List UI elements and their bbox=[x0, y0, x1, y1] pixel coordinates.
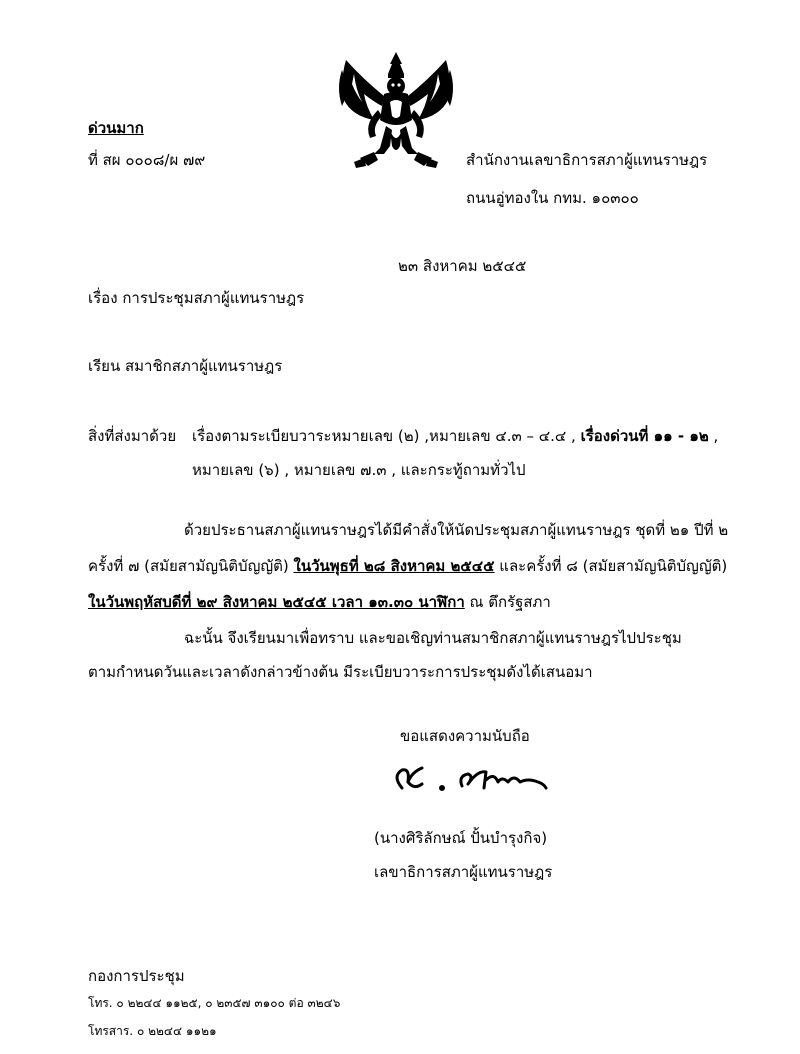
enclosure-label: สิ่งที่ส่งมาด้วย bbox=[88, 427, 177, 445]
body-p1-line-3 bbox=[88, 590, 551, 614]
body-p1-line-1: ด้วยประธานสภาผู้แทนราษฎรได้มีคำสั่งให้นัดประชุมสภาผู้แทนราษฎร ชุดที่ ๒๑ ปีที่ ๒ bbox=[184, 521, 729, 539]
subject-line bbox=[88, 286, 304, 310]
office-name: สำนักงานเลขาธิการสภาผู้แทนราษฎร bbox=[466, 151, 708, 169]
meeting-venue: ณ ตึกรัฐสภา bbox=[469, 593, 551, 611]
body-p2-line-2: ตามกำหนดวันและเวลาดังกล่าวข้างต้น มีระเบียบวาระการประชุมดังได้เสนอมา bbox=[88, 663, 593, 681]
body-p1-line-2 bbox=[88, 554, 727, 578]
reference-number: ที่ สผ ๐๐๐๘/ผ ๗๙ bbox=[88, 151, 206, 169]
enclosure-items-a: เรื่องตามระเบียบวาระหมายเลข (๒) ,หมายเลข ๔.๓ – ๔.๔ , bbox=[192, 427, 576, 445]
footer-department: กองการประชุม bbox=[88, 967, 185, 985]
footer-fax: โทรสาร. ๐ ๒๒๔๔ ๑๑๒๑ bbox=[88, 1024, 217, 1038]
closing-salutation: ขอแสดงความนับถือ bbox=[400, 727, 530, 745]
signer-title: เลขาธิการสภาผู้แทนราษฎร bbox=[374, 863, 553, 881]
enclosure-line-1 bbox=[192, 424, 718, 448]
enclosure-line-2: หมายเลข (๖) , หมายเลข ๗.๓ , และกระทู้ถามทั่วไป bbox=[192, 461, 526, 479]
subject-label: เรื่อง bbox=[88, 289, 118, 307]
meeting-8-date: ในวันพฤหัสบดีที่ ๒๙ สิงหาคม ๒๕๔๕ เวลา ๑๓.๓๐ นาฬิกา bbox=[88, 593, 465, 611]
meeting-8-label: และครั้งที่ ๘ (สมัยสามัญนิติบัญญัติ) bbox=[499, 557, 728, 575]
signer-name: (นางศิริลักษณ์ ปั้นบำรุงกิจ) bbox=[374, 829, 548, 847]
subject-text: การประชุมสภาผู้แทนราษฎร bbox=[122, 289, 305, 307]
enclosure-urgent-items: เรื่องด่วนที่ ๑๑ - ๑๒ bbox=[580, 427, 709, 445]
letter-date: ๒๓ สิงหาคม ๒๕๔๕ bbox=[398, 257, 527, 275]
recipient-text: สมาชิกสภาผู้แทนราษฎร bbox=[125, 357, 283, 375]
garuda-emblem-icon bbox=[334, 50, 458, 170]
meeting-7-label: ครั้งที่ ๗ (สมัยสามัญนิติบัญญัติ) bbox=[88, 557, 289, 575]
enclosure-items-c: , bbox=[713, 427, 719, 445]
office-address: ถนนอู่ทองใน กทม. ๑๐๓๐๐ bbox=[466, 189, 639, 207]
meeting-7-date: ในวันพุธที่ ๒๘ สิงหาคม ๒๕๔๕ bbox=[293, 557, 495, 575]
recipient-line bbox=[88, 354, 282, 378]
urgency-label: ด่วนมาก bbox=[88, 119, 144, 137]
footer-phone: โทร. ๐ ๒๒๔๔ ๑๑๒๕, ๐ ๒๓๕๗ ๓๑๐๐ ต่อ ๓๒๔๖ bbox=[88, 996, 341, 1010]
body-p2-line-1: ฉะนั้น จึงเรียนมาเพื่อทราบ และขอเชิญท่านสมาชิกสภาผู้แทนราษฎรไปประชุม bbox=[184, 629, 682, 647]
recipient-label: เรียน bbox=[88, 357, 121, 375]
handwritten-signature-icon bbox=[388, 758, 558, 798]
